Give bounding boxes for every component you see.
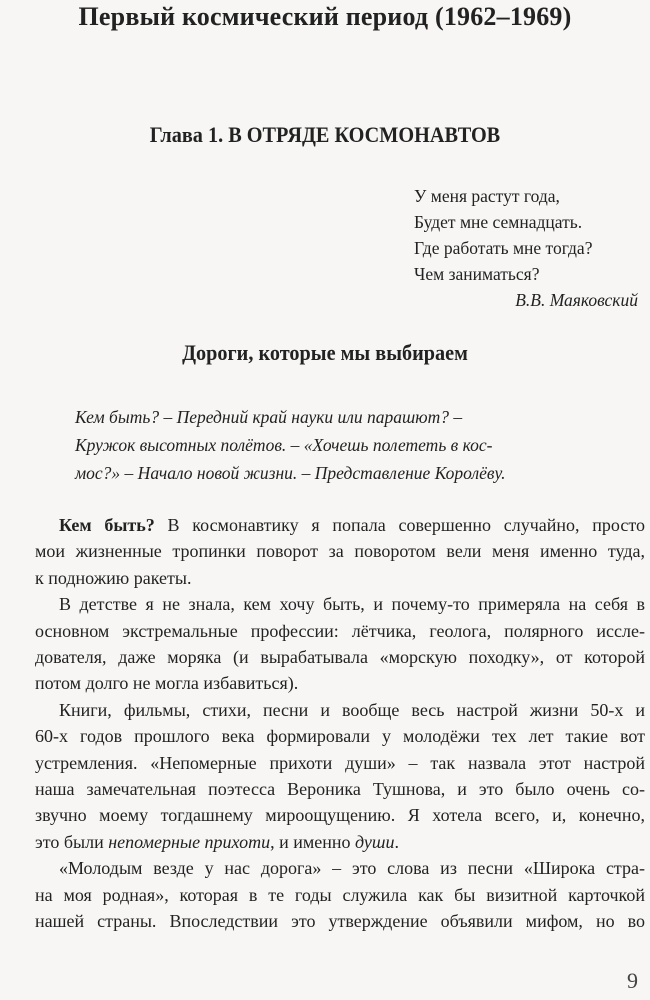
body-line [35,512,645,538]
body-line: потом долго не могла избавиться). [35,673,299,694]
emphasis: души [355,831,395,852]
lead-phrase: Кем быть? [59,515,155,535]
epigraph-line: У меня растут года, [414,186,560,206]
page-number: 9 [627,968,638,993]
chapter-title: Глава 1. В ОТРЯДЕ КОСМОНАВТОВ [149,122,501,147]
body-line: мои жизненные тропинки поворот за поворотом вели меня именно туда, [35,541,645,562]
body-line: на моя родная», которая в те годы служила как бы визитной карточкой [35,884,645,905]
body-fragment: В космонавтику я попала совершенно случайно, просто [154,515,645,535]
body-fragment: это были [35,831,109,852]
summary-line: Кружок высотных полётов. – «Хочешь полететь в кос- [75,435,493,455]
body-line: 60-х годов прошлого века формировали у молодёжи тех лет такие вот [35,726,645,747]
body-fragment: . [394,831,399,852]
body-line: устремления. «Непомерные прихоти души» – так назвала этот настрой [35,752,645,773]
body-line [35,829,645,855]
body-line: дователя, даже моряка (и вырабатывала «морскую походку», от которой [35,647,645,668]
summary-line: Кем быть? – Передний край науки или парашют? – [75,407,463,427]
body-fragment: , и именно [270,831,356,852]
epigraph-line: Будет мне семнадцать. [414,212,583,232]
section-summary [75,403,575,487]
section-title: Дороги, которые мы выбираем [182,340,468,365]
body-text [35,512,645,935]
body-line: к подножию ракеты. [35,567,192,588]
epigraph [414,183,644,313]
body-line: нашей страны. Впоследствии это утверждение объявили мифом, но во [35,911,645,932]
body-line: наша замечательная поэтесса Вероника Тушнова, и это было очень со- [35,779,645,800]
epigraph-line: Чем заниматься? [414,264,540,284]
body-line: В детстве я не знала, кем хочу быть, и почему-то примеряла на себя в [59,594,645,615]
part-title: Первый космический период (1962–1969) [78,2,572,31]
body-line: звучно моему тогдашнему мироощущению. Я хотела всего, и, конечно, [35,805,645,826]
body-line: Книги, фильмы, стихи, песни и вообще весь настрой жизни 50-х и [59,699,645,720]
epigraph-line: Где работать мне тогда? [414,238,593,258]
emphasis: непомерные прихоти [108,831,271,852]
summary-line: мос?» – Начало новой жизни. – Представление Королёву. [75,463,506,483]
body-line: «Молодым везде у нас дорога» – это слова из песни «Широка стра- [59,858,645,879]
body-line: основном экстремальные профессии: лётчика, геолога, полярного иссле- [35,620,645,641]
epigraph-author: В.В. Маяковский [515,290,638,310]
